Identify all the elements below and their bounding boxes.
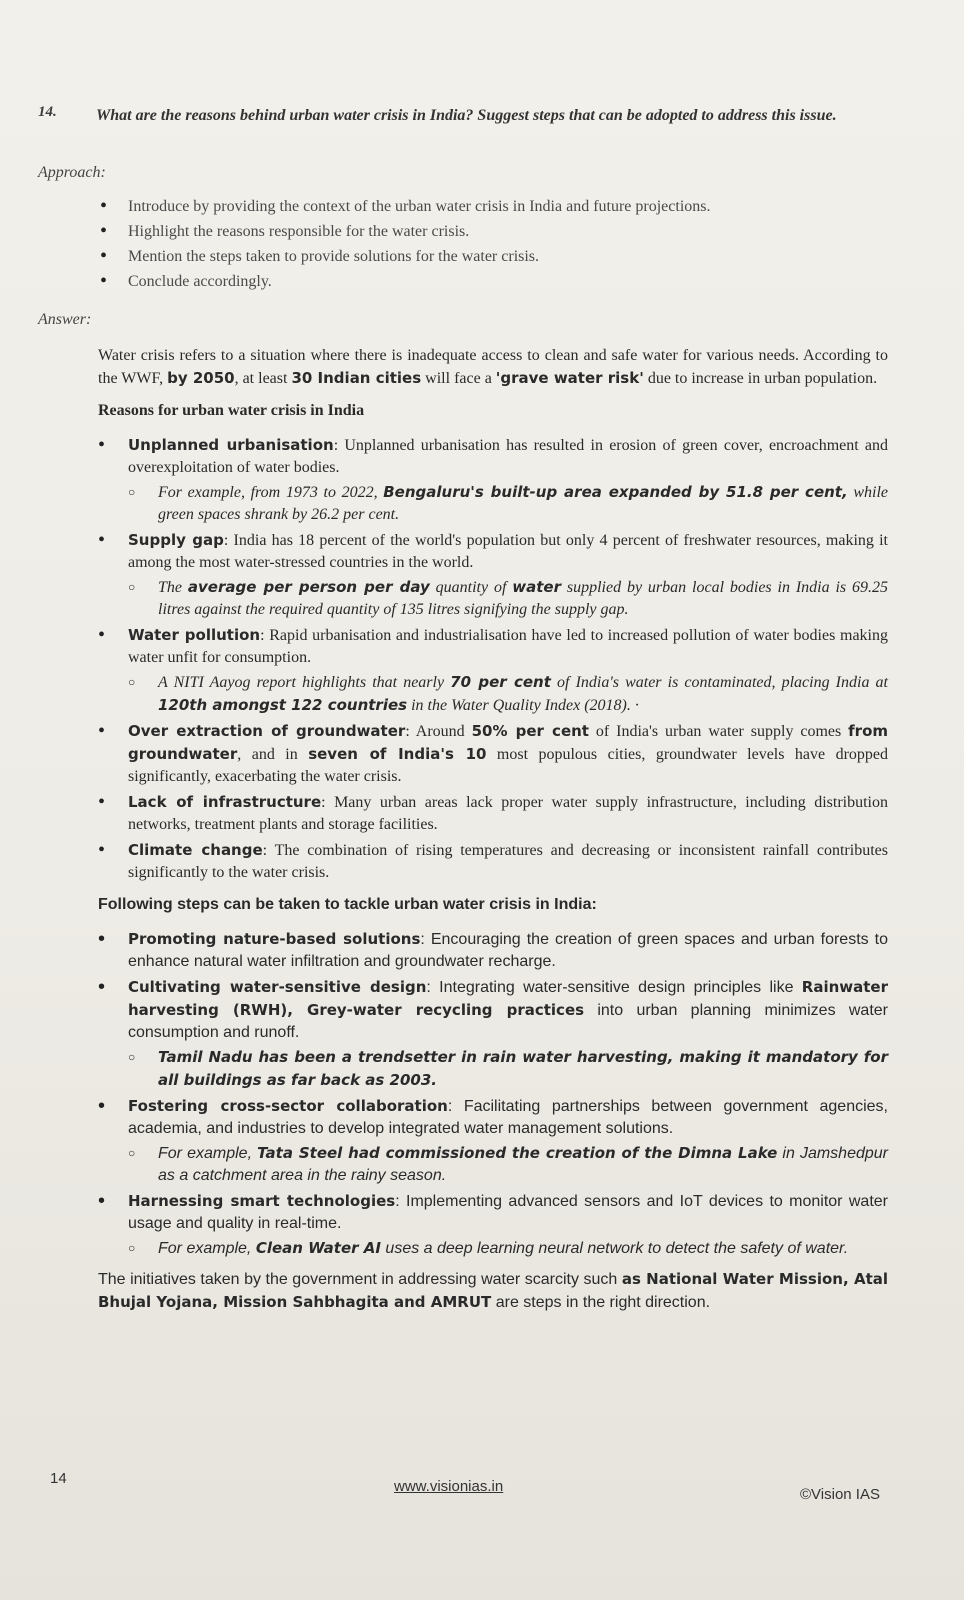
approach-item: • Mention the steps taken to provide solutions for the water crisis. [100,244,880,269]
reason-title: Water pollution [128,626,261,644]
example-text: For example, [158,1240,256,1257]
answer-body [98,345,888,1324]
step-title: Cultivating water-sensitive design [128,978,427,996]
approach-item: • Introduce by providing the context of the urban water crisis in India and future projections. [100,194,880,219]
conclusion-bold: as National Water Mission, Atal Bhujal Yojana, Mission Sahbhagita and AMRUT [98,1270,888,1311]
intro-text: due to increase in urban population. [643,370,878,387]
reason-title: Supply gap [128,531,224,549]
reason-text: : India has 18 percent of the world's population but only 4 percent of freshwater resources, making it among the most water-stressed countries in the world. [128,532,888,571]
reason-item [98,791,888,836]
example-text: in the Water Quality Index (2018). · [407,697,639,714]
reason-sublist [128,576,888,621]
website-link[interactable]: www.visionias.in [394,1478,504,1495]
example-text: supplied by urban local bodies in India is 69.25 litres against the required quantity of 135 litres signifying the supply gap. [158,579,889,618]
steps-list [98,928,888,1260]
example-bold: Bengaluru's built-up area expanded by 51.8 per cent, [383,483,848,501]
reason-sublist [128,481,888,526]
reason-item [98,624,888,717]
reason-item [98,839,888,884]
example-text: while green spaces shrank by 26.2 per cent. [158,484,888,523]
example-bold: 70 per cent [450,673,551,691]
reason-example [128,481,888,526]
conclusion-text: are steps in the right direction. [491,1294,711,1311]
intro-text: , at least [234,370,292,387]
reason-bold: 50% per cent [471,722,589,740]
step-sublist [128,1237,888,1260]
step-text: : Facilitating partnerships between government agencies, academia, and industries to develop integrated water management solutions. [128,1098,889,1137]
reasons-heading: Reasons for urban water crisis in India [98,402,365,419]
reason-bold: seven of India's 10 [308,745,487,763]
example-bold: Clean Water AI [255,1239,381,1257]
approach-list [100,194,880,294]
example-bold: water [512,578,561,596]
question-text: What are the reasons behind urban water crisis in India? Suggest steps that can be adopted to address this issue. [96,107,837,124]
intro-bold: 30 Indian cities [291,369,422,387]
step-item [98,1095,888,1187]
example-text: A NITI Aayog report highlights that nearly [158,674,451,691]
step-item [98,976,888,1092]
step-item [98,1190,888,1260]
step-title: Promoting nature-based solutions [128,930,421,948]
example-bold: Tata Steel had commissioned the creation of the Dimna Lake [257,1144,778,1162]
intro-text: will face a [421,370,496,387]
approach-item: • Conclude accordingly. [100,269,880,294]
reason-item [98,720,888,788]
question-number: 14. [38,104,57,120]
reason-text: : Unplanned urbanisation has resulted in erosion of green cover, encroachment and overexploitation of water bodies. [128,437,889,476]
page-number: 14 [50,1470,67,1487]
example-text: uses a deep learning neural network to detect the safety of water. [380,1240,849,1257]
answer-intro [98,345,888,390]
step-sublist [128,1046,888,1092]
steps-heading: Following steps can be taken to tackle urban water crisis in India: [98,896,597,913]
example-bold: Tamil Nadu has been a trendsetter in rain water harvesting, making it mandatory for all buildings as far back as 2003. [158,1048,888,1089]
reason-text: : The combination of rising temperatures and decreasing or inconsistent rainfall contributes significantly to the water crisis. [128,842,888,881]
step-example [128,1237,888,1260]
reason-text: : Around [405,723,472,740]
example-bold: 120th amongst 122 countries [158,696,408,714]
intro-text: Water crisis refers to a situation where there is inadequate access to clean and safe water for various needs. According to the WWF, [98,347,888,387]
reason-text: most populous cities, groundwater levels have dropped significantly, exacerbating the water crisis. [128,746,889,785]
step-title: Harnessing smart technologies [128,1192,396,1210]
reason-bold: from groundwater [128,722,888,763]
step-text: : Encouraging the creation of green spaces and urban forests to enhance natural water infiltration and groundwater recharge. [128,931,889,970]
example-text: of India's water is contaminated, placing India at [550,674,888,691]
step-text: into urban planning minimizes water consumption and runoff. [128,1002,889,1041]
step-item [98,928,888,973]
conclusion [98,1268,888,1314]
reason-item [98,434,888,526]
step-text: : Integrating water-sensitive design principles like [426,979,802,996]
example-text: in Jamshedpur as a catchment area in the rainy season. [158,1145,889,1184]
reasons-list [98,434,888,884]
copyright: ©Vision IAS [800,1486,880,1503]
intro-bold: by 2050 [167,369,235,387]
reason-title: Over extraction of groundwater [128,722,406,740]
reason-text: : Rapid urbanisation and industrialisation have led to increased pollution of water bodies making water unfit for consumption. [128,627,888,666]
example-bold: average per person per day [187,578,430,596]
step-example [128,1142,888,1187]
approach-item: • Highlight the reasons responsible for the water crisis. [100,219,880,244]
step-example [128,1046,888,1092]
step-sublist [128,1142,888,1187]
answer-label: Answer: [38,311,92,328]
example-text: For example, from 1973 to 2022, [158,484,384,501]
example-text: quantity of [429,579,513,596]
step-bold: Rainwater harvesting (RWH), Grey-water recycling practices [128,978,888,1019]
reason-sublist [128,671,888,717]
conclusion-text: The initiatives taken by the government in addressing water scarcity such [98,1271,622,1288]
reason-example [128,671,888,717]
approach-label: Approach: [38,164,106,181]
reason-item [98,529,888,621]
intro-bold: 'grave water risk' [495,369,644,387]
reason-text: : Many urban areas lack proper water supply infrastructure, including distribution networks, treatment plants and storage facilities. [128,794,888,833]
reason-text: of India's urban water supply comes [588,723,849,740]
reason-title: Lack of infrastructure [128,793,322,811]
example-text: The [158,579,188,596]
step-title: Fostering cross-sector collaboration [128,1097,448,1115]
example-text: For example, [158,1145,258,1162]
reason-example [128,576,888,621]
question-row [38,104,898,128]
reason-text: , and in [237,746,309,763]
reason-title: Unplanned urbanisation [128,436,334,454]
reason-title: Climate change [128,841,263,859]
step-text: : Implementing advanced sensors and IoT devices to monitor water usage and quality in real-time. [128,1193,888,1232]
